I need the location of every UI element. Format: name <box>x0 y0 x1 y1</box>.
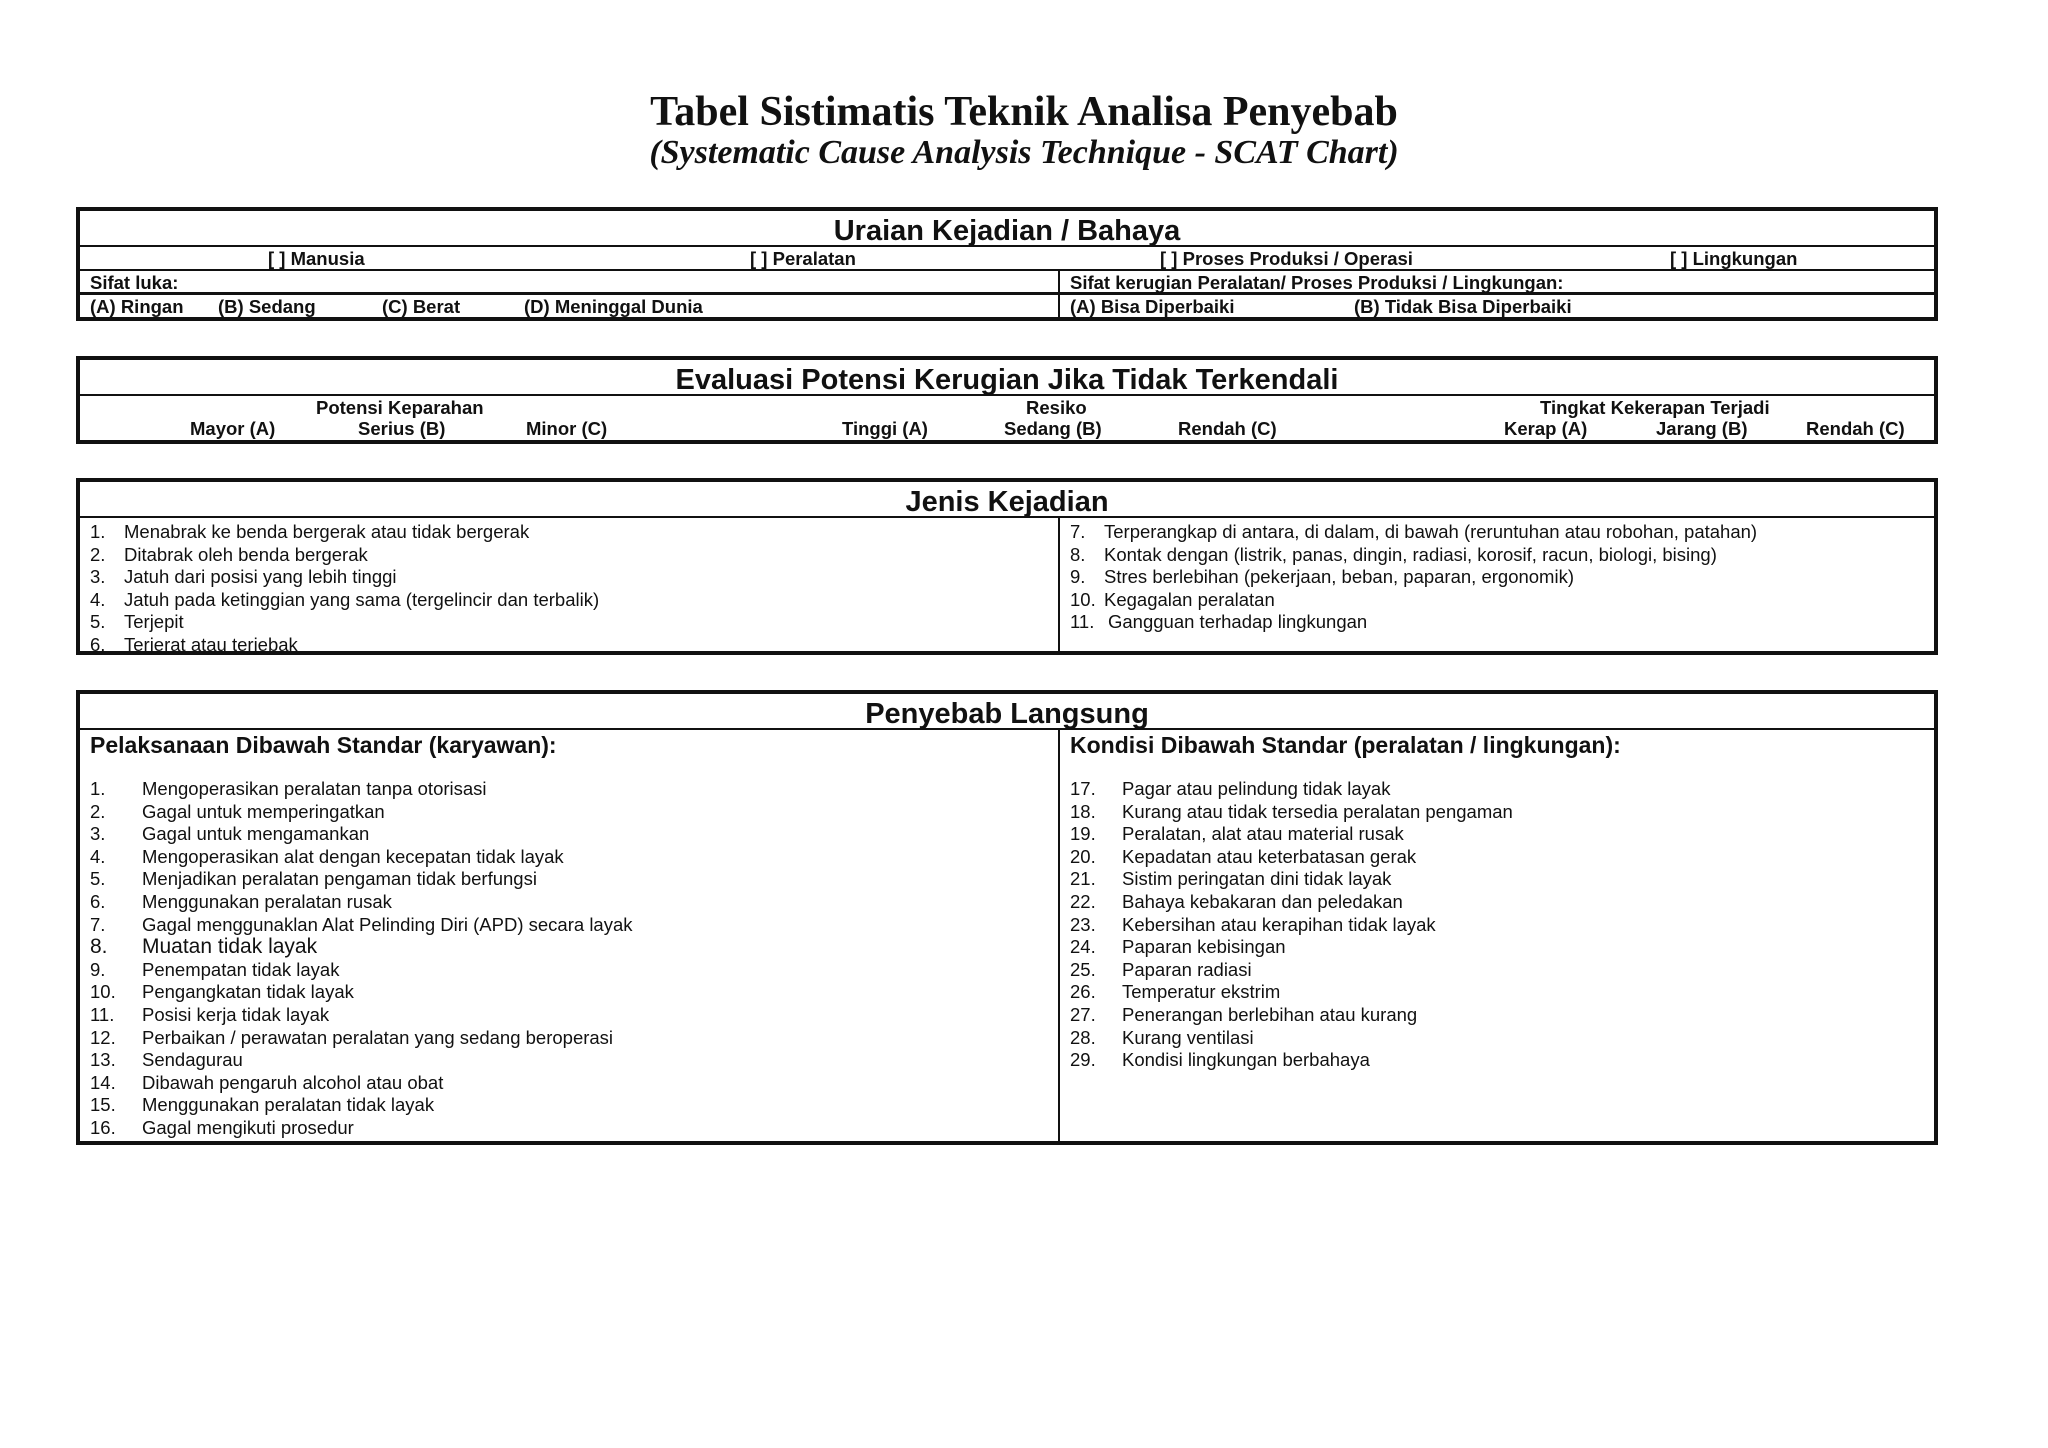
sifat-options-row <box>80 295 1934 318</box>
luka-option-meninggal[interactable]: (D) Meninggal Dunia <box>524 296 703 317</box>
list-item: 20. Kepadatan atau keterbatasan gerak <box>1070 845 1417 867</box>
keparahan-option-minor[interactable]: Minor (C) <box>526 418 608 439</box>
sifat-kerugian-label: Sifat kerugian Peralatan/ Proses Produksi / Lingkungan: <box>1070 272 1564 293</box>
evaluasi-section <box>76 356 1938 444</box>
resiko-option-sedang[interactable]: Sedang (B) <box>1004 418 1102 439</box>
penyebab-section <box>76 690 1938 1145</box>
list-item: 26. Temperatur ekstrim <box>1070 981 1281 1003</box>
list-item: 4. Jatuh pada ketinggian yang sama (tergelincir dan terbalik) <box>90 588 600 610</box>
list-item: 13. Sendagurau <box>90 1049 243 1071</box>
divider <box>1058 271 1060 292</box>
list-item: 9. Penempatan tidak layak <box>90 958 340 980</box>
checkbox-manusia[interactable]: [ ] Manusia <box>268 248 365 269</box>
list-item: 27. Penerangan berlebihan atau kurang <box>1070 1003 1418 1025</box>
kondisi-list <box>1070 778 1513 1072</box>
divider <box>1058 518 1060 651</box>
jenis-list-left <box>90 521 599 657</box>
list-item: 1. Mengoperasikan peralatan tanpa otorisasi <box>90 778 487 799</box>
uraian-header: Uraian Kejadian / Bahaya <box>80 211 1934 247</box>
luka-option-berat[interactable]: (C) Berat <box>382 296 461 317</box>
evaluasi-header: Evaluasi Potensi Kerugian Jika Tidak Terkendali <box>80 360 1934 396</box>
list-item: 9. Stres berlebihan (pekerjaan, beban, paparan, ergonomik) <box>1070 566 1574 588</box>
list-item: 14. Dibawah pengaruh alcohol atau obat <box>90 1071 444 1093</box>
divider <box>1058 730 1060 1141</box>
list-item: 22. Bahaya kebakaran dan peledakan <box>1070 890 1403 912</box>
list-item: 5. Terjepit <box>90 611 184 633</box>
list-item: 17. Pagar atau pelindung tidak layak <box>1070 778 1391 799</box>
list-item: 2. Gagal untuk memperingatkan <box>90 800 385 822</box>
list-item: 11. Gangguan terhadap lingkungan <box>1070 611 1368 633</box>
list-item: 6. Terjerat atau terjebak <box>90 633 298 655</box>
page-title: Tabel Sistimatis Teknik Analisa Penyebab <box>650 89 1398 135</box>
list-item: 12. Perbaikan / perawatan peralatan yang sedang beroperasi <box>90 1026 614 1048</box>
kekerapan-label: Tingkat Kekerapan Terjadi <box>1540 397 1770 418</box>
potensi-keparahan-label: Potensi Keparahan <box>316 397 484 418</box>
list-item: 10. Pengangkatan tidak layak <box>90 981 354 1003</box>
list-item: 8. Muatan tidak layak <box>90 935 318 959</box>
page-subtitle: (Systematic Cause Analysis Technique - SCAT Chart) <box>649 134 1399 171</box>
list-item: 3. Jatuh dari posisi yang lebih tinggi <box>90 566 397 588</box>
kondisi-title: Kondisi Dibawah Standar (peralatan / lingkungan): <box>1070 732 1621 758</box>
list-item: 11. Posisi kerja tidak layak <box>90 1003 330 1025</box>
list-item: 24. Paparan kebisingan <box>1070 936 1286 958</box>
list-item: 10. Kegagalan peralatan <box>1070 588 1275 610</box>
list-item: 6. Menggunakan peralatan rusak <box>90 890 392 912</box>
sifat-luka-label: Sifat luka: <box>90 272 179 293</box>
list-item: 28. Kurang ventilasi <box>1070 1026 1254 1048</box>
jenis-header: Jenis Kejadian <box>80 482 1934 518</box>
uraian-section <box>76 207 1938 321</box>
list-item: 8. Kontak dengan (listrik, panas, dingin, radiasi, korosif, racun, biologi, bising) <box>1070 543 1717 565</box>
luka-option-sedang[interactable]: (B) Sedang <box>218 296 316 317</box>
kekerapan-option-kerap[interactable]: Kerap (A) <box>1504 418 1588 439</box>
sifat-label-row <box>80 271 1934 295</box>
evaluasi-option-row <box>80 418 1934 440</box>
resiko-option-tinggi[interactable]: Tinggi (A) <box>842 418 928 439</box>
checkbox-peralatan[interactable]: [ ] Peralatan <box>750 248 856 269</box>
evaluasi-group-row <box>80 396 1934 418</box>
list-item: 16. Gagal mengikuti prosedur <box>90 1116 354 1138</box>
divider <box>1058 295 1060 318</box>
list-item: 1. Menabrak ke benda bergerak atau tidak bergerak <box>90 521 530 542</box>
list-item: 23. Kebersihan atau kerapihan tidak layak <box>1070 913 1436 935</box>
checkbox-proses-produksi[interactable]: [ ] Proses Produksi / Operasi <box>1160 248 1413 269</box>
list-item: 5. Menjadikan peralatan pengaman tidak berfungsi <box>90 868 537 890</box>
resiko-label: Resiko <box>1026 397 1087 418</box>
list-item: 18. Kurang atau tidak tersedia peralatan pengaman <box>1070 800 1513 822</box>
kekerapan-option-rendah[interactable]: Rendah (C) <box>1806 418 1905 439</box>
list-item: 4. Mengoperasikan alat dengan kecepatan tidak layak <box>90 845 564 867</box>
kerugian-option-tidak-bisa[interactable]: (B) Tidak Bisa Diperbaiki <box>1354 296 1572 317</box>
jenis-section <box>76 478 1938 655</box>
list-item: 2. Ditabrak oleh benda bergerak <box>90 543 368 565</box>
pelaksanaan-list <box>90 778 633 1140</box>
resiko-option-rendah[interactable]: Rendah (C) <box>1178 418 1277 439</box>
list-item: 7. Terperangkap di antara, di dalam, di bawah (reruntuhan atau robohan, patahan) <box>1070 521 1758 542</box>
list-item: 19. Peralatan, alat atau material rusak <box>1070 823 1404 845</box>
list-item: 29. Kondisi lingkungan berbahaya <box>1070 1049 1370 1071</box>
list-item: 15. Menggunakan peralatan tidak layak <box>90 1094 435 1116</box>
pelaksanaan-title: Pelaksanaan Dibawah Standar (karyawan): <box>90 732 557 758</box>
checkbox-lingkungan[interactable]: [ ] Lingkungan <box>1670 248 1798 269</box>
keparahan-option-serius[interactable]: Serius (B) <box>358 418 446 439</box>
list-item: 25. Paparan radiasi <box>1070 958 1252 980</box>
penyebab-header: Penyebab Langsung <box>80 694 1934 730</box>
jenis-list-right <box>1070 521 1757 634</box>
luka-option-ringan[interactable]: (A) Ringan <box>90 296 184 317</box>
list-item: 3. Gagal untuk mengamankan <box>90 823 370 845</box>
list-item: 21. Sistim peringatan dini tidak layak <box>1070 868 1392 890</box>
kerugian-option-bisa[interactable]: (A) Bisa Diperbaiki <box>1070 296 1235 317</box>
list-item: 7. Gagal menggunaklan Alat Pelinding Diri (APD) secara layak <box>90 913 633 935</box>
keparahan-option-mayor[interactable]: Mayor (A) <box>190 418 276 439</box>
category-checkbox-row <box>80 247 1934 271</box>
kekerapan-option-jarang[interactable]: Jarang (B) <box>1656 418 1748 439</box>
